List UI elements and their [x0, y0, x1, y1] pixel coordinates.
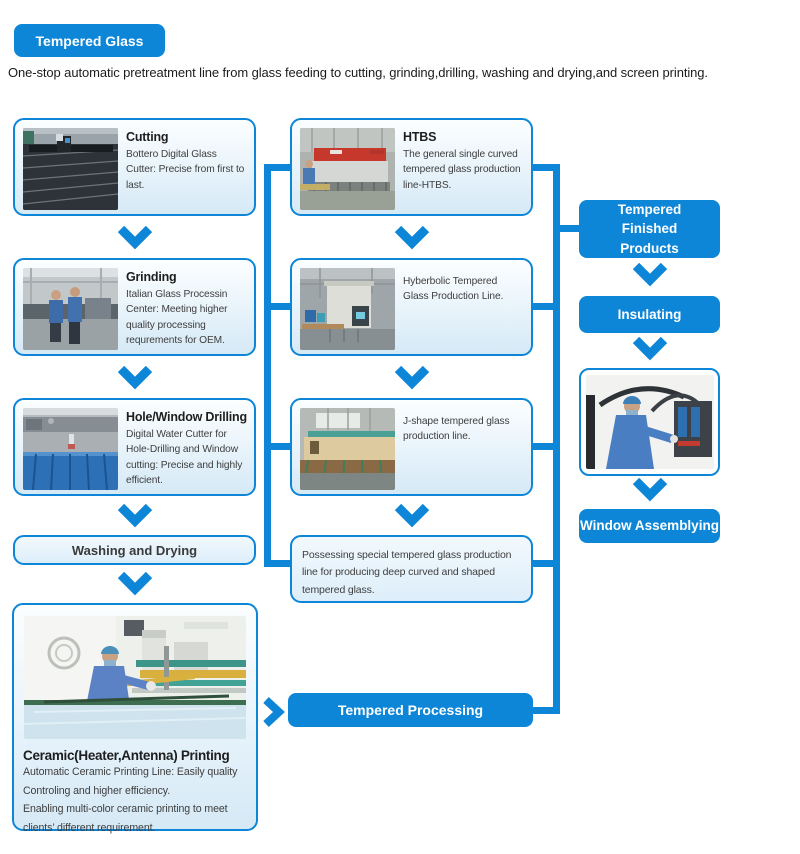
cutting-photo — [23, 128, 118, 206]
connector-right-stub-2 — [530, 303, 560, 310]
special-desc: Possessing special tempered glass production line for producing deep curved and shaped tempered glass. — [302, 549, 512, 596]
printing-card — [12, 603, 258, 834]
drilling-card — [13, 398, 256, 496]
connector-right-stub-1 — [530, 164, 560, 171]
grinding-desc: Italian Glass Processin Center: Meeting higher quality processing requrements for OEM. — [126, 289, 228, 346]
arrow-down-icon — [394, 366, 430, 390]
connector-right-stub-3 — [530, 443, 560, 450]
drilling-title: Hole/Window Drilling — [126, 410, 247, 424]
arrow-down-icon — [117, 504, 153, 528]
arrow-down-icon — [117, 572, 153, 596]
finished-products-button: Tempered Finished Products — [579, 200, 720, 258]
arrow-down-icon — [117, 226, 153, 250]
jshape-photo — [300, 408, 395, 486]
arrow-down-icon — [632, 263, 668, 287]
arrow-down-icon — [117, 366, 153, 390]
hyperbolic-desc: Hyberbolic Tempered Glass Production Line. — [403, 276, 504, 303]
grinding-card — [13, 258, 256, 356]
grinding-title: Grinding — [126, 270, 177, 284]
htbs-desc: The general single curved tempered glass production line-HTBS. — [403, 149, 521, 191]
cutting-desc: Bottero Digital Glass Cutter: Precise from first to last. — [126, 149, 245, 191]
assembling-photo — [586, 375, 714, 469]
arrow-down-icon — [632, 337, 668, 361]
printing-desc-2: Enabling multi-color ceramic printing to meet clients’ different requirement. — [23, 803, 228, 834]
washing-label: Washing and Drying — [71, 542, 198, 558]
tempered-glass-tag: Tempered Glass — [14, 24, 165, 57]
connector-left-stub-4 — [264, 560, 292, 567]
connector-left-stub-3 — [264, 443, 292, 450]
cutting-title: Cutting — [126, 130, 169, 144]
window-assembling-button: Window Assemblying — [579, 509, 720, 543]
drilling-desc: Digital Water Cutter for Hole-Drilling and Window cutting: Precise and highly efficient. — [126, 429, 243, 486]
arrow-down-icon — [394, 226, 430, 250]
intro-text: One-stop automatic pretreatment line from glass feeding to cutting, grinding,drilling, washing and drying,and screen printing. — [8, 65, 708, 80]
arrow-down-icon — [632, 478, 668, 502]
connector-left-stub-2 — [264, 303, 292, 310]
arrow-down-icon — [394, 504, 430, 528]
hyperbolic-card — [290, 258, 533, 356]
htbs-card — [290, 118, 533, 216]
arrow-right-icon — [263, 696, 287, 728]
washing-box — [13, 535, 256, 565]
hyperbolic-photo — [300, 268, 395, 346]
drilling-photo — [23, 408, 118, 486]
printing-photo — [24, 616, 246, 739]
tempered-processing-button: Tempered Processing — [288, 693, 533, 727]
assembling-photo-box — [579, 368, 720, 476]
connector-right-stub-4 — [530, 560, 560, 567]
connector-left-stub-1 — [264, 164, 292, 171]
insulating-button: Insulating — [579, 296, 720, 333]
jshape-desc: J-shape tempered glass production line. — [403, 416, 510, 443]
printing-title: Ceramic(Heater,Antenna) Printing — [23, 748, 230, 763]
cutting-card — [13, 118, 256, 216]
grinding-photo — [23, 268, 118, 346]
htbs-title: HTBS — [403, 130, 437, 144]
special-card — [290, 535, 533, 603]
printing-desc-1: Automatic Ceramic Printing Line: Easily quality Controling and higher efficiency. — [23, 766, 238, 797]
connector-right-bus — [553, 164, 560, 714]
connector-left-bus — [264, 164, 271, 567]
jshape-card — [290, 398, 533, 496]
htbs-photo — [300, 128, 395, 206]
connector-finished-branch — [553, 225, 581, 232]
